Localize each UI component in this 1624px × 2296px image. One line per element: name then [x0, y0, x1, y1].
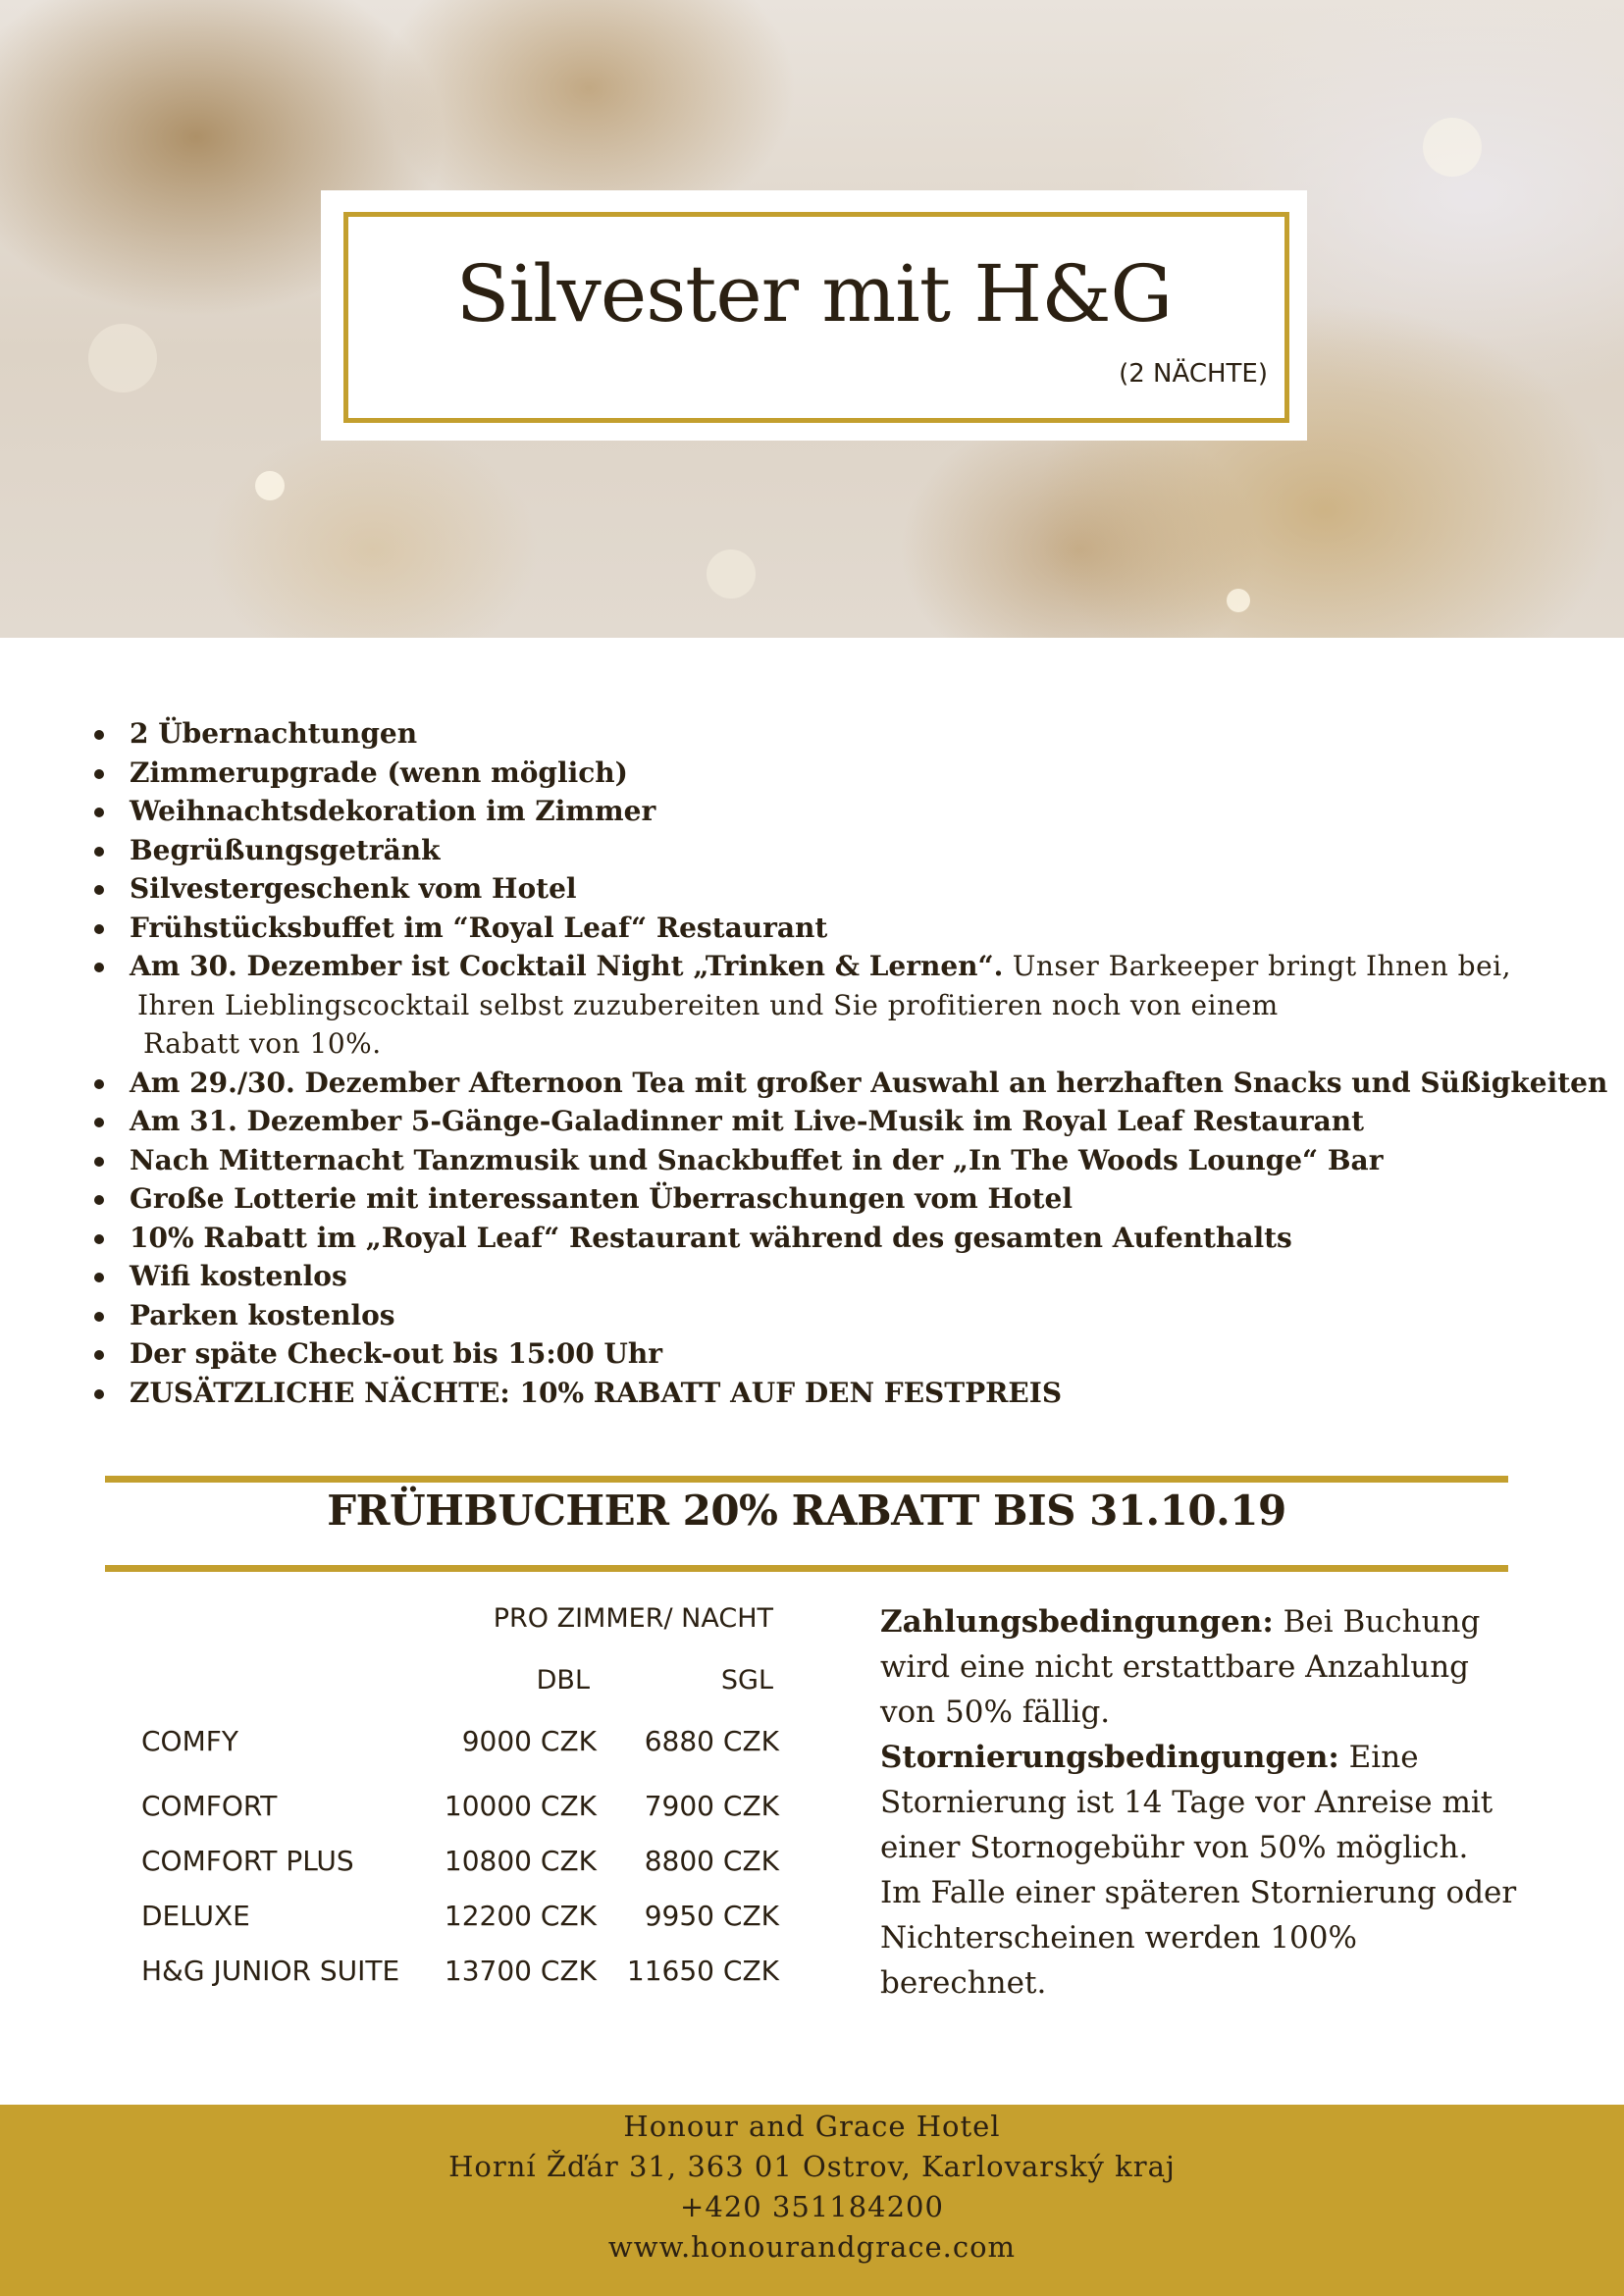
- feature-list: [86, 714, 1608, 1412]
- price-sgl: 9950 CZK: [644, 1900, 779, 1932]
- room-name: COMFORT: [141, 1790, 278, 1822]
- hotel-address: Horní Žďár 31, 363 01 Ostrov, Karlovarský kraj: [448, 2150, 1176, 2183]
- list-item: Frühstücksbuffet im “Royal Leaf“ Restaurant: [86, 909, 1598, 948]
- list-item: Der späte Check-out bis 15:00 Uhr: [86, 1334, 1598, 1374]
- bokeh-light: [88, 324, 157, 392]
- hotel-website: www.honourandgrace.com: [607, 2230, 1017, 2264]
- hotel-name: Honour and Grace Hotel: [623, 2110, 1001, 2143]
- col-header-sgl: SGL: [720, 1665, 773, 1696]
- list-item: Parken kostenlos: [86, 1296, 1598, 1335]
- hero-image: [0, 0, 1624, 638]
- list-item: Große Lotterie mit interessanten Überraschungen vom Hotel: [86, 1179, 1598, 1219]
- price-sgl: 11650 CZK: [626, 1955, 779, 1987]
- payment-terms: Zahlungsbedingungen: Bei Buchung wird eine nicht erstattbare Anzahlung von 50% fällig.: [880, 1604, 1481, 1730]
- price-sgl: 8800 CZK: [644, 1845, 779, 1877]
- list-item: Silvestergeschenk vom Hotel: [86, 869, 1598, 909]
- title-card: [321, 190, 1307, 441]
- table-row: [141, 1725, 779, 1790]
- room-name: DELUXE: [141, 1900, 250, 1932]
- price-dbl: 9000 CZK: [461, 1725, 597, 1757]
- price-sgl: 6880 CZK: [644, 1725, 779, 1757]
- list-item: ZUSÄTZLICHE NÄCHTE: 10% RABATT AUF DEN FESTPREIS: [86, 1374, 1598, 1413]
- list-item: Am 29./30. Dezember Afternoon Tea mit großer Auswahl an herzhaften Snacks und Süßigkeiten: [86, 1064, 1598, 1103]
- room-name: COMFY: [141, 1725, 238, 1757]
- early-booking-banner: FRÜHBUCHER 20% RABATT BIS 31.10.19: [327, 1487, 1286, 1535]
- list-item: Am 31. Dezember 5-Gänge-Galadinner mit Live-Musik im Royal Leaf Restaurant: [86, 1102, 1598, 1141]
- price-table: [141, 1725, 779, 2009]
- bokeh-light: [255, 471, 285, 500]
- footer: [0, 2105, 1624, 2296]
- room-name: COMFORT PLUS: [141, 1845, 354, 1877]
- list-item: Zimmerupgrade (wenn möglich): [86, 754, 1598, 793]
- bokeh-light: [707, 549, 756, 599]
- price-dbl: 10000 CZK: [444, 1790, 597, 1822]
- list-item: 10% Rabatt im „Royal Leaf“ Restaurant während des gesamten Aufenthalts: [86, 1219, 1598, 1258]
- price-dbl: 10800 CZK: [444, 1845, 597, 1877]
- list-item: Am 30. Dezember ist Cocktail Night „Trinken & Lernen“. Unser Barkeeper bringt Ihnen bei, Ihren Lieblingscocktail selbst zuzubereiten und Sie profitieren noch von einem Rabatt von 10%.: [86, 947, 1598, 1064]
- cancellation-terms: Stornierungsbedingungen: Eine Stornierung ist 14 Tage vor Anreise mit einer Stornogebühr von 50% möglich. Im Falle einer späteren Stornierung oder Nichterscheinen werden 100% berechnet.: [880, 1740, 1517, 2001]
- list-item: 2 Übernachtungen: [86, 714, 1598, 754]
- bokeh-light: [1227, 589, 1250, 612]
- price-header: PRO ZIMMER/ NACHT: [493, 1603, 773, 1634]
- bokeh-light: [1423, 118, 1482, 177]
- table-row: [141, 1955, 779, 2009]
- room-name: H&G JUNIOR SUITE: [141, 1955, 400, 1987]
- table-row: [141, 1900, 779, 1955]
- list-item: Nach Mitternacht Tanzmusik und Snackbuffet in der „In The Woods Lounge“ Bar: [86, 1141, 1598, 1180]
- hotel-phone: +420 351184200: [680, 2190, 944, 2223]
- table-row: [141, 1790, 779, 1845]
- price-dbl: 12200 CZK: [444, 1900, 597, 1932]
- col-header-dbl: DBL: [536, 1665, 590, 1696]
- page-title: Silvester mit H&G: [455, 248, 1173, 339]
- price-sgl: 7900 CZK: [644, 1790, 779, 1822]
- divider-top: [105, 1476, 1508, 1483]
- conditions-text: [880, 1599, 1518, 2006]
- list-item: Begrüßungsgetränk: [86, 831, 1598, 870]
- list-item: Weihnachtsdekoration im Zimmer: [86, 792, 1598, 831]
- price-dbl: 13700 CZK: [444, 1955, 597, 1987]
- table-row: [141, 1845, 779, 1900]
- divider-bottom: [105, 1565, 1508, 1572]
- page-subtitle: (2 NÄCHTE): [1119, 359, 1268, 389]
- list-item: Wifi kostenlos: [86, 1257, 1598, 1296]
